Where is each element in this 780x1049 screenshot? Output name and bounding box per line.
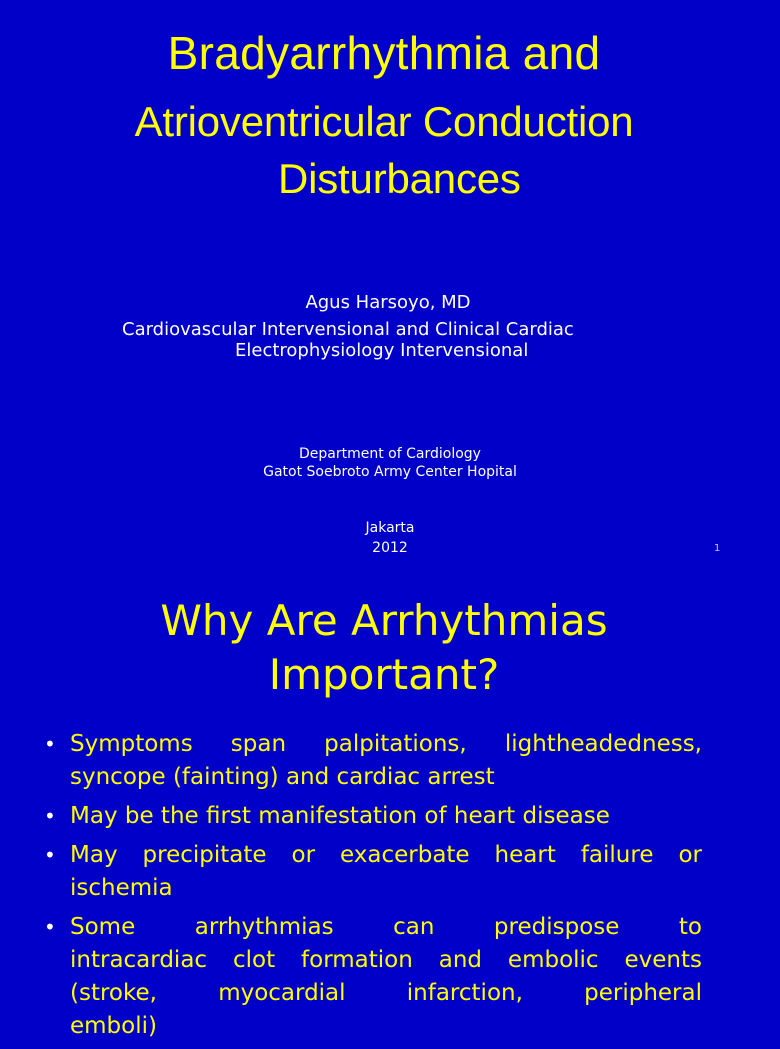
presentation-year: 2012 [372,540,408,556]
author-affiliation-line-2: Electrophysiology Intervensional [235,340,529,361]
bullet-item [44,728,702,794]
bullet-text-line: May be the first manifestation of heart disease [70,803,610,829]
slide-2 [0,572,768,1039]
location-city: Jakarta [365,520,415,536]
bullet-list [44,728,702,1049]
bullet-dot-icon: • [44,843,56,867]
bullet-text-line: emboli) [70,1013,157,1039]
bullet-text-line: intracardiac clot formation and embolic events [70,947,702,973]
bullet-item [44,839,702,905]
hospital-name: Gatot Soebroto Army Center Hopital [263,464,517,480]
bullet-text-line: ischemia [70,875,173,901]
department-name: Department of Cardiology [299,446,481,462]
bullet-dot-icon: • [44,804,56,828]
slide-title-line-1: Bradyarrhythmia and [167,27,601,79]
slide-title-line-1: Why Are Arrhythmias [160,596,608,645]
bullet-dot-icon: • [44,732,56,756]
bullet-text-line: Symptoms span palpitations, lightheadedness, [70,731,702,757]
bullet-text-line: May precipitate or exacerbate heart failure or [70,842,702,868]
bullet-item [44,800,702,833]
author-name: Agus Harsoyo, MD [305,292,471,313]
author-affiliation-line-1: Cardiovascular Intervensional and Clinical Cardiac [122,319,574,340]
slide-title-line-2: Important? [268,650,500,699]
bullet-text-line: Some arrhythmias can predispose to [70,914,702,940]
slide-title-line-2: Atrioventricular Conduction [134,98,634,145]
page-number: 1 [714,543,721,554]
bullet-dot-icon: • [44,915,56,939]
bullet-text-line: syncope (fainting) and cardiac arrest [70,764,495,790]
bullet-text-line: (stroke, myocardial infarction, peripheral [70,980,702,1006]
slide-title-line-3: Disturbances [278,155,521,202]
bullet-item [44,911,702,1043]
